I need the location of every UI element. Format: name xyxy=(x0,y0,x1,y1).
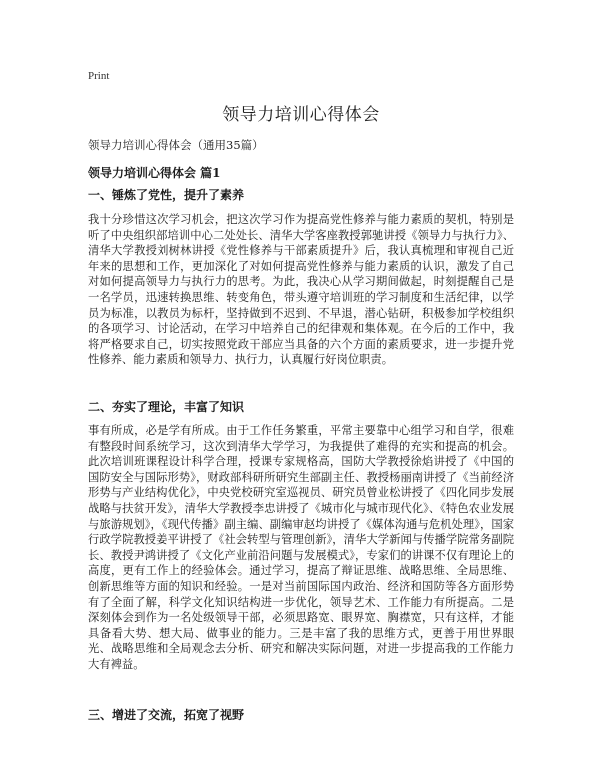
section-paragraph-1: 我十分珍惜这次学习机会，把这次学习作为提高党性修养与能力素质的契机，特别是听了中央组织部培训中心二处处长、清华大学客座教授郭驰讲授《领导力与执行力》、清华大学教授刘树林讲授《党性修养与干部素质提升》后，我认真梳理和审视自己近年来的思想和工作，更加深化了对如何提高党性修养与能力素质的认识，激发了自己对如何提高领导力与执行力的思考。为此，我决心从学习期间做起，时刻提醒自己是一名学员，迅速转换思维、转变角色，带头遵守培训班的学习制度和生活纪律，以学员为标准，以教员为标杆，坚持做到不迟到、不早退，潜心钻研，积极参加学校组织的各项学习、讨论活动，在学习中培养自己的纪律观和集体观。在今后的工作中，我将严格要求自己，切实按照党政干部应当具备的六个方面的素质要求，进一步提升党性修养、能力素质和领导力、执行力，认真履行好岗位职责。 xyxy=(88,213,514,367)
chapter-heading: 领导力培训心得体会 篇1 xyxy=(88,166,221,180)
document-subtitle: 领导力培训心得体会（通用35篇） xyxy=(88,138,264,152)
section-heading-3: 三、增进了交流，拓宽了视野 xyxy=(88,708,245,722)
section-heading-2: 二、夯实了理论，丰富了知识 xyxy=(88,400,245,414)
print-link[interactable]: Print xyxy=(88,70,110,82)
section-heading-1: 一、锤炼了党性，提升了素养 xyxy=(88,188,245,202)
section-paragraph-2: 事有所成，必是学有所成。由于工作任务繁重，平常主要靠中心组学习和自学，很难有整段时间系统学习，这次到清华大学学习，为我提供了难得的充实和提高的机会。此次培训班课程设计科学合理，授课专家规格高，国防大学教授徐焰讲授了《中国的国防安全与国际形势》，财政部科研所研究生部副主任、教授杨丽南讲授了《当前经济形势与产业结构优化》，中央党校研究室巡视员、研究员曾业松讲授了《四化同步发展战略与扶贫开发》，清华大学教授李忠讲授了《城市化与城市现代化》、《特色农业发展与旅游规划》，《现代传播》副主编、副编审赵均讲授了《媒体沟通与危机处理》，国家行政学院教授姜平讲授了《社会转型与管理创新》，清华大学新闻与传播学院常务副院长、教授尹鸿讲授了《文化产业前沿问题与发展模式》，专家们的讲课不仅有理论上的高度，更有工作上的经验体会。通过学习，提高了辩证思维、战略思维、全局思维、创新思维等方面的知识和经验。一是对当前国际国内政治、经济和国防等各方面形势有了全面了解，科学文化知识结构进一步优化，领导艺术、工作能力有所提高。二是深刻体会到作为一名处级领导干部，必须思路宽、眼界宽、胸襟宽，只有这样，才能具备看大势、想大局、做事业的能力。三是丰富了我的思维方式，更善于用世界眼光、战略思维和全局观念去分析、研究和解决实际问题，对进一步提高我的工作能力大有裨益。 xyxy=(88,424,514,671)
page-title: 领导力培训心得体会 xyxy=(222,105,380,125)
